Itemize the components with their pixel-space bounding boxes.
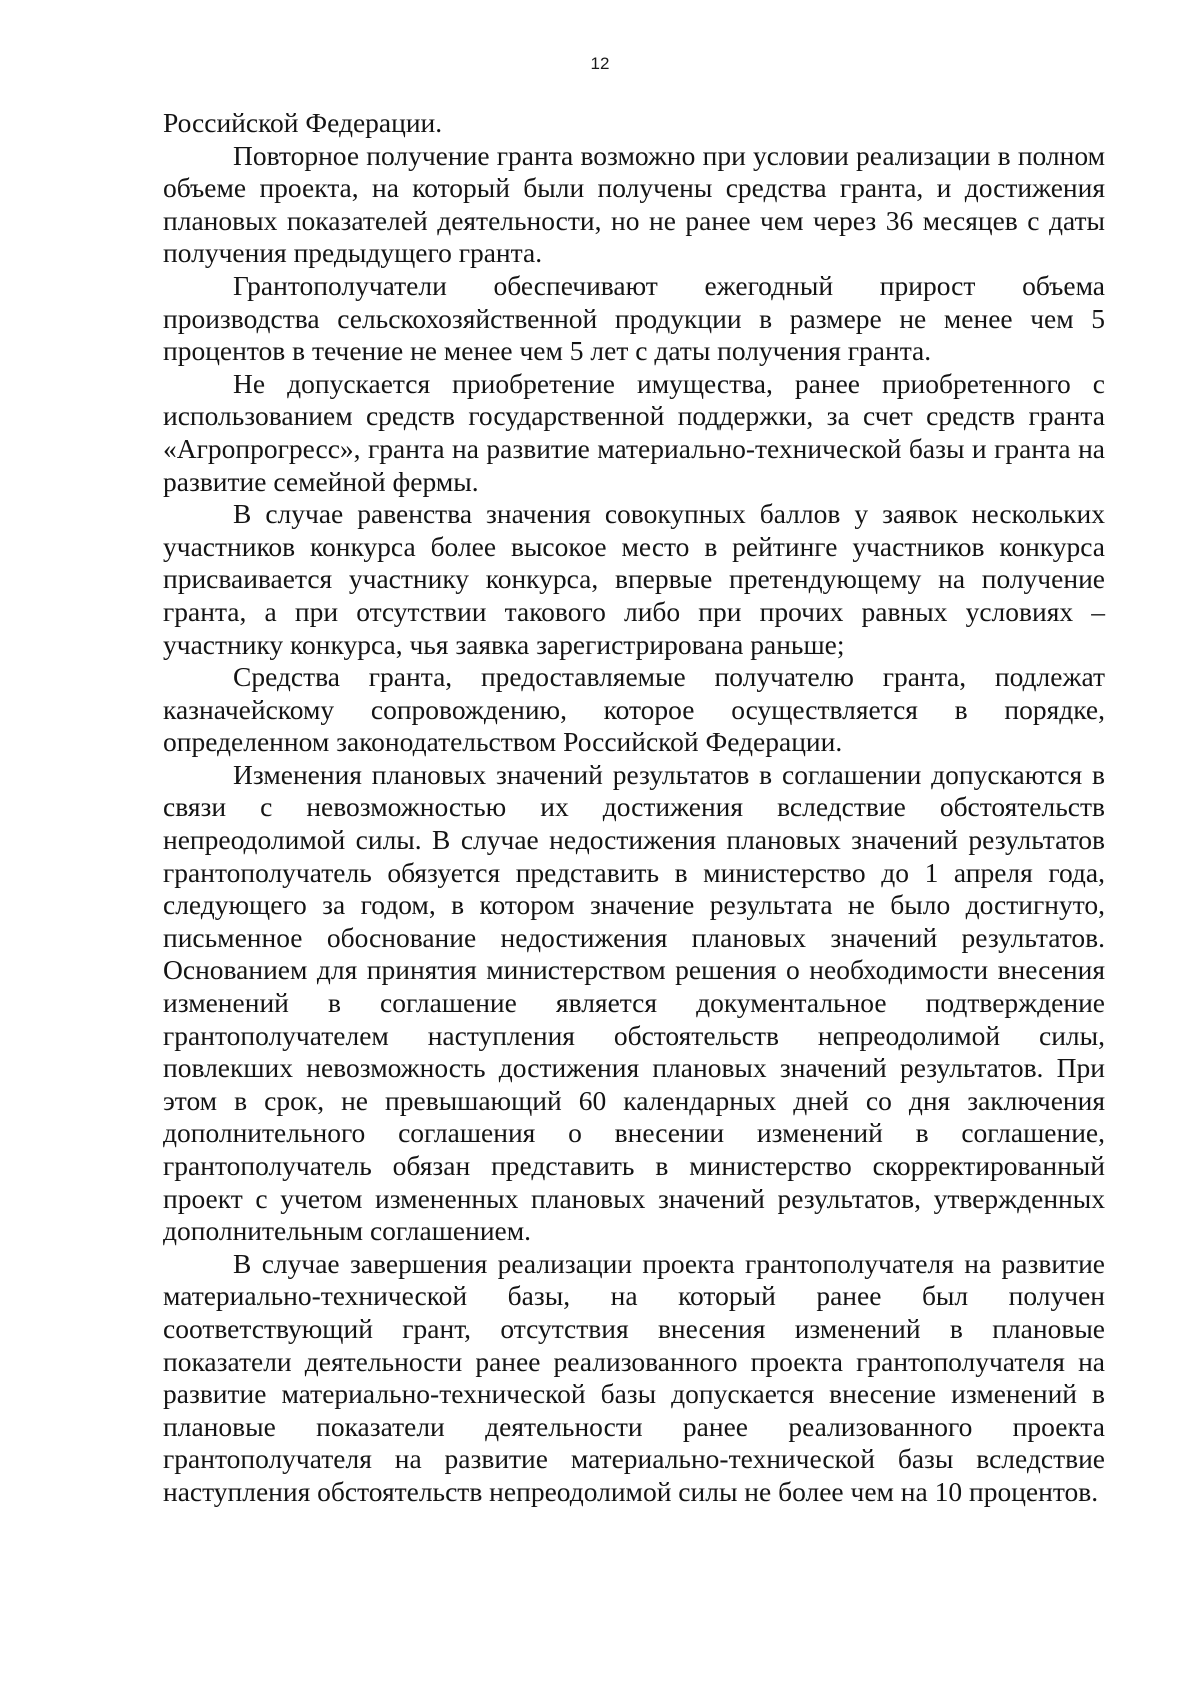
paragraph-equal-scores: В случае равенства значения совокупных баллов у заявок нескольких участников конкурса более высокое место в рейтинге участников конкурса присваивается участнику конкурса, впервые претендующему на получение гранта, а при отсутствии такового либо при прочих равных условиях – участнику конкурса, чья заявка зарегистрирована раньше; — [163, 498, 1105, 660]
paragraph-continuation: Российской Федерации. — [163, 107, 443, 138]
paragraph-repeat-grant: Повторное получение гранта возможно при условии реализации в полном объеме проекта, на который были получены средства гранта, и достижения плановых показателей деятельности, но не ранее чем через 36 месяцев с даты получения предыдущего гранта. — [163, 139, 1105, 269]
paragraph-property-restriction: Не допускается приобретение имущества, ранее приобретенного с использованием средств государственной поддержки, за счет средств гранта «Агропрогресс», гранта на развитие материально-технической базы и гранта на развитие семейной фермы. — [163, 367, 1105, 497]
page-number: 12 — [590, 54, 610, 73]
paragraph-force-majeure: Изменения плановых значений результатов в соглашении допускаются в связи с невозможностью их достижения вследствие обстоятельств непреодолимой силы. В случае недостижения плановых значений результатов грантополучатель обязуется представить в министерство до 1 апреля года, следующего за годом, в котором значение результата не было достигнуто, письменное обоснование недостижения плановых значений результатов. Основанием для принятия министерством решения о необходимости внесения изменений в соглашение является документальное подтверждение грантополучателем наступления обстоятельств непреодолимой силы, повлекших невозможность достижения плановых значений результатов. При этом в срок, не превышающий 60 календарных дней со дня заключения дополнительного соглашения о внесении изменений в соглашение, грантополучатель обязан представить в министерство скорректированный проект с учетом измененных плановых значений результатов, утвержденных дополнительным соглашением. — [163, 758, 1105, 1247]
document-body — [163, 107, 1105, 1509]
paragraph-production-growth: Грантополучатели обеспечивают ежегодный прирост объема производства сельскохозяйственной продукции в размере не менее чем 5 процентов в течение не менее чем 5 лет с даты получения гранта. — [163, 269, 1105, 367]
paragraph-treasury-support: Средства гранта, предоставляемые получателю гранта, подлежат казначейскому сопровождению, которое осуществляется в порядке, определенном законодательством Российской Федерации. — [163, 661, 1105, 758]
paragraph-project-completion: В случае завершения реализации проекта грантополучателя на развитие материально-технической базы, на который ранее был получен соответствующий грант, отсутствия внесения изменений в плановые показатели деятельности ранее реализованного проекта грантополучателя на развитие материально-технической базы допускается внесение изменений в плановые показатели деятельности ранее реализованного проекта грантополучателя на развитие материально-технической базы вследствие наступления обстоятельств непреодолимой силы не более чем на 10 процентов. — [163, 1247, 1105, 1507]
